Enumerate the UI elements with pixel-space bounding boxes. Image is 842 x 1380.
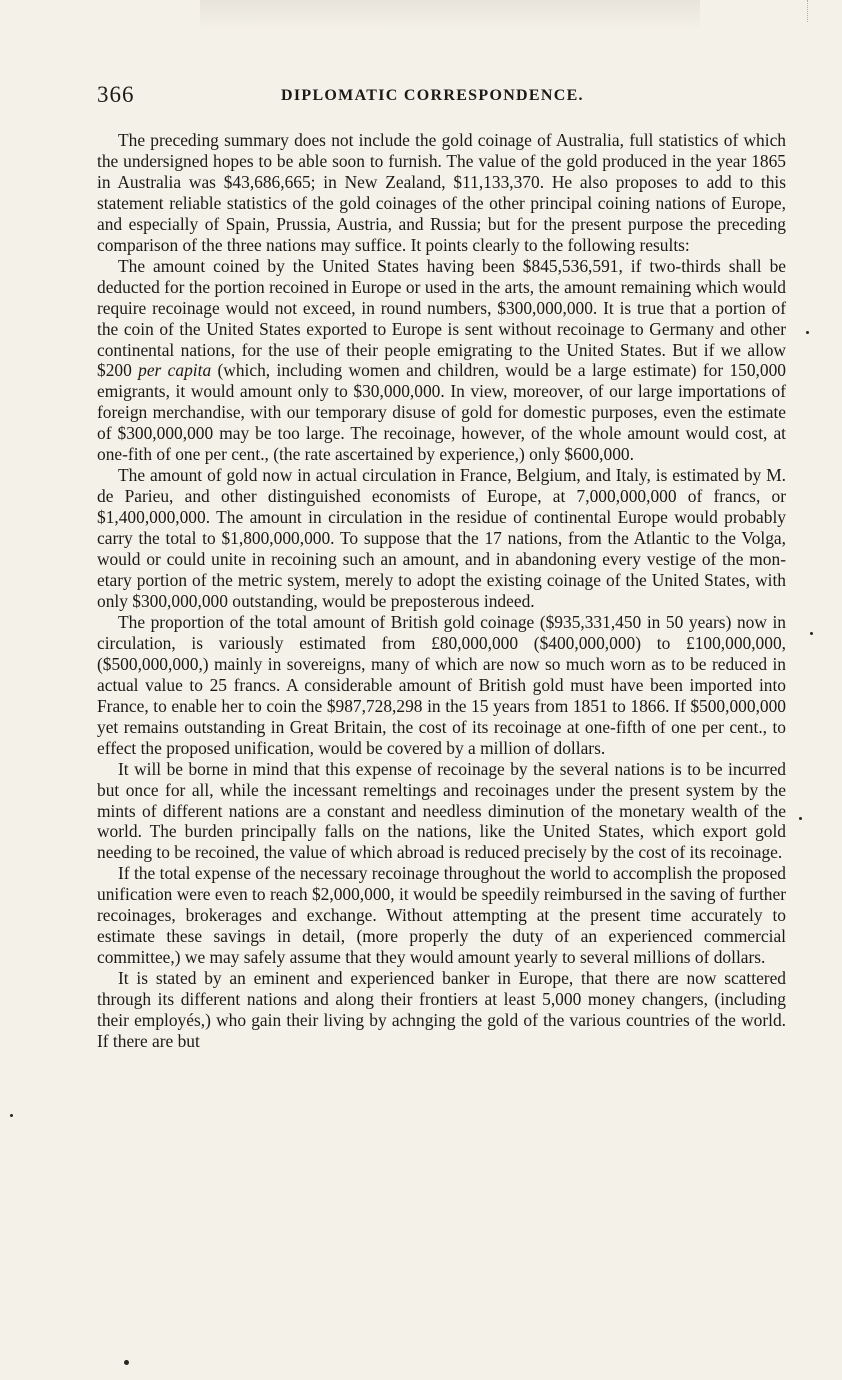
paragraph-text: The proportion of the total amount of British gold coinage ($935,331,450 in 50 years) now in circulation, is variously estimated from £80,000,000 ($400,000,000) to £100,000,000, ($500,000,000,) mainly in sovereigns, many of which are now so much worn as to be reduced in actual value to 25 francs. A considerable amount of British gold must have been imported into France, to enable her to coin the $987,728,298 in the 15 years from 1851 to 1866. If $500,000,000 yet remains outstanding in Great Britain, the cost of its recoinage at one-fifth of one per cent., to effect the proposed unification, would be covered by a million of dollars. [97, 611, 786, 758]
paragraph-text: It is stated by an eminent and experienced banker in Europe, that there are now scattered through its different nations and along their frontiers at least 5,000 money changers, (including their employés,) who gain their living by achnging the gold of the various countries of the world. If there are but [97, 968, 786, 1051]
ink-speck [124, 1360, 129, 1365]
page-bleed-shadow [200, 0, 700, 30]
paragraph-text: The amount coined by the United States having been $845,536,591, if two-thirds shall be deducted for the portion recoined in Europe or used in the arts, the amount remaining which would require recoinage would not exceed, in round numbers, $300,000,000. It is true that a portion of the coin of the United States exported to Europe is sent without recoinage to Germany and other continental nations, for the use of their people emigrating to the United States. But if we allow $200 [97, 255, 786, 381]
paragraph [97, 968, 786, 1052]
italic-phrase: per capita [138, 360, 212, 381]
paragraph-text: The preceding summary does not include the gold coinage of Australia, full statistics of which the undersigned hopes to be able soon to furnish. The value of the gold produced in the year 1865 in Australia was $43,686,665; in New Zealand, $11,133,370. He also proposes to add to this statement reliable statistics of the gold coinages of the other principal coining nations of Europe, and especially of Spain, Prussia, Austria, and Russia; but for the present purpose the preceding comparison of the three nations may suffice. It points clearly to the following results: [97, 130, 786, 255]
paragraph-text: It will be borne in mind that this expense of recoinage by the several nations is to be incurred but once for all, while the incessant remeltings and recoinages under the present system by the mints of different nations are a constant and needless diminution of the monetary wealth of the world. The burden principally falls on the nations, like the United States, which export gold needing to be recoined, the value of which abroad is reduced precisely by the cost of its recoinage. [97, 758, 786, 863]
paragraph [97, 759, 786, 864]
paragraph [97, 256, 786, 466]
page-number: 366 [97, 82, 135, 107]
ink-speck [10, 1114, 13, 1117]
paragraph [97, 465, 786, 612]
ink-speck [806, 331, 809, 334]
paragraph [97, 612, 786, 759]
paragraph-text: The amount of gold now in actual circulation in France, Belgium, and Italy, is estimated by M. de Parieu, and other distinguished economists of Europe, at 7,000,000,000 of francs, or $1,400,000,000. The amount in circulation in the residue of continental Europe would probably carry the total to $1,800,000,000. To suppose that the 17 nations, from the Atlantic to the Volga, would or could unite in recoining such an amount, and in abandoning every vestige of the monetary portion of the metric system, merely to adopt the existing coinage of the United States, with only $300,000,000 outstanding, would be preposterous indeed. [97, 465, 786, 611]
page-header [97, 82, 787, 112]
ink-speck [799, 817, 802, 820]
running-head: DIPLOMATIC CORRESPONDENCE. [281, 87, 584, 104]
paragraph-text: If the total expense of the necessary recoinage throughout the world to accomplish the proposed unification were even to reach $2,000,000, it would be speedily reimbursed in the saving of further recoinages, brokerages and exchange. Without attempting at the present time accurately to estimate these savings in detail, (more properly the duty of an experienced commercial committee,) we may safely assume that they would amount yearly to several millions of dollars. [97, 863, 786, 968]
paragraph-text: (which, including women and children, would be a large estimate) for 150,000 emigrants, it would amount only to $30,000,000. In view, moreover, of our large importations of foreign merchandise, with our temporary disuse of gold for domestic purposes, even the estimate of $300,000,000 may be too large. The recoinage, however, of the whole amount would cost, at one-fith of one per cent., (the rate ascertained by experience,) only $600,000. [97, 360, 786, 465]
paragraph [97, 130, 786, 256]
body-text [97, 130, 786, 1052]
paragraph [97, 863, 786, 968]
ink-speck [810, 632, 813, 635]
corner-mark [807, 0, 834, 22]
